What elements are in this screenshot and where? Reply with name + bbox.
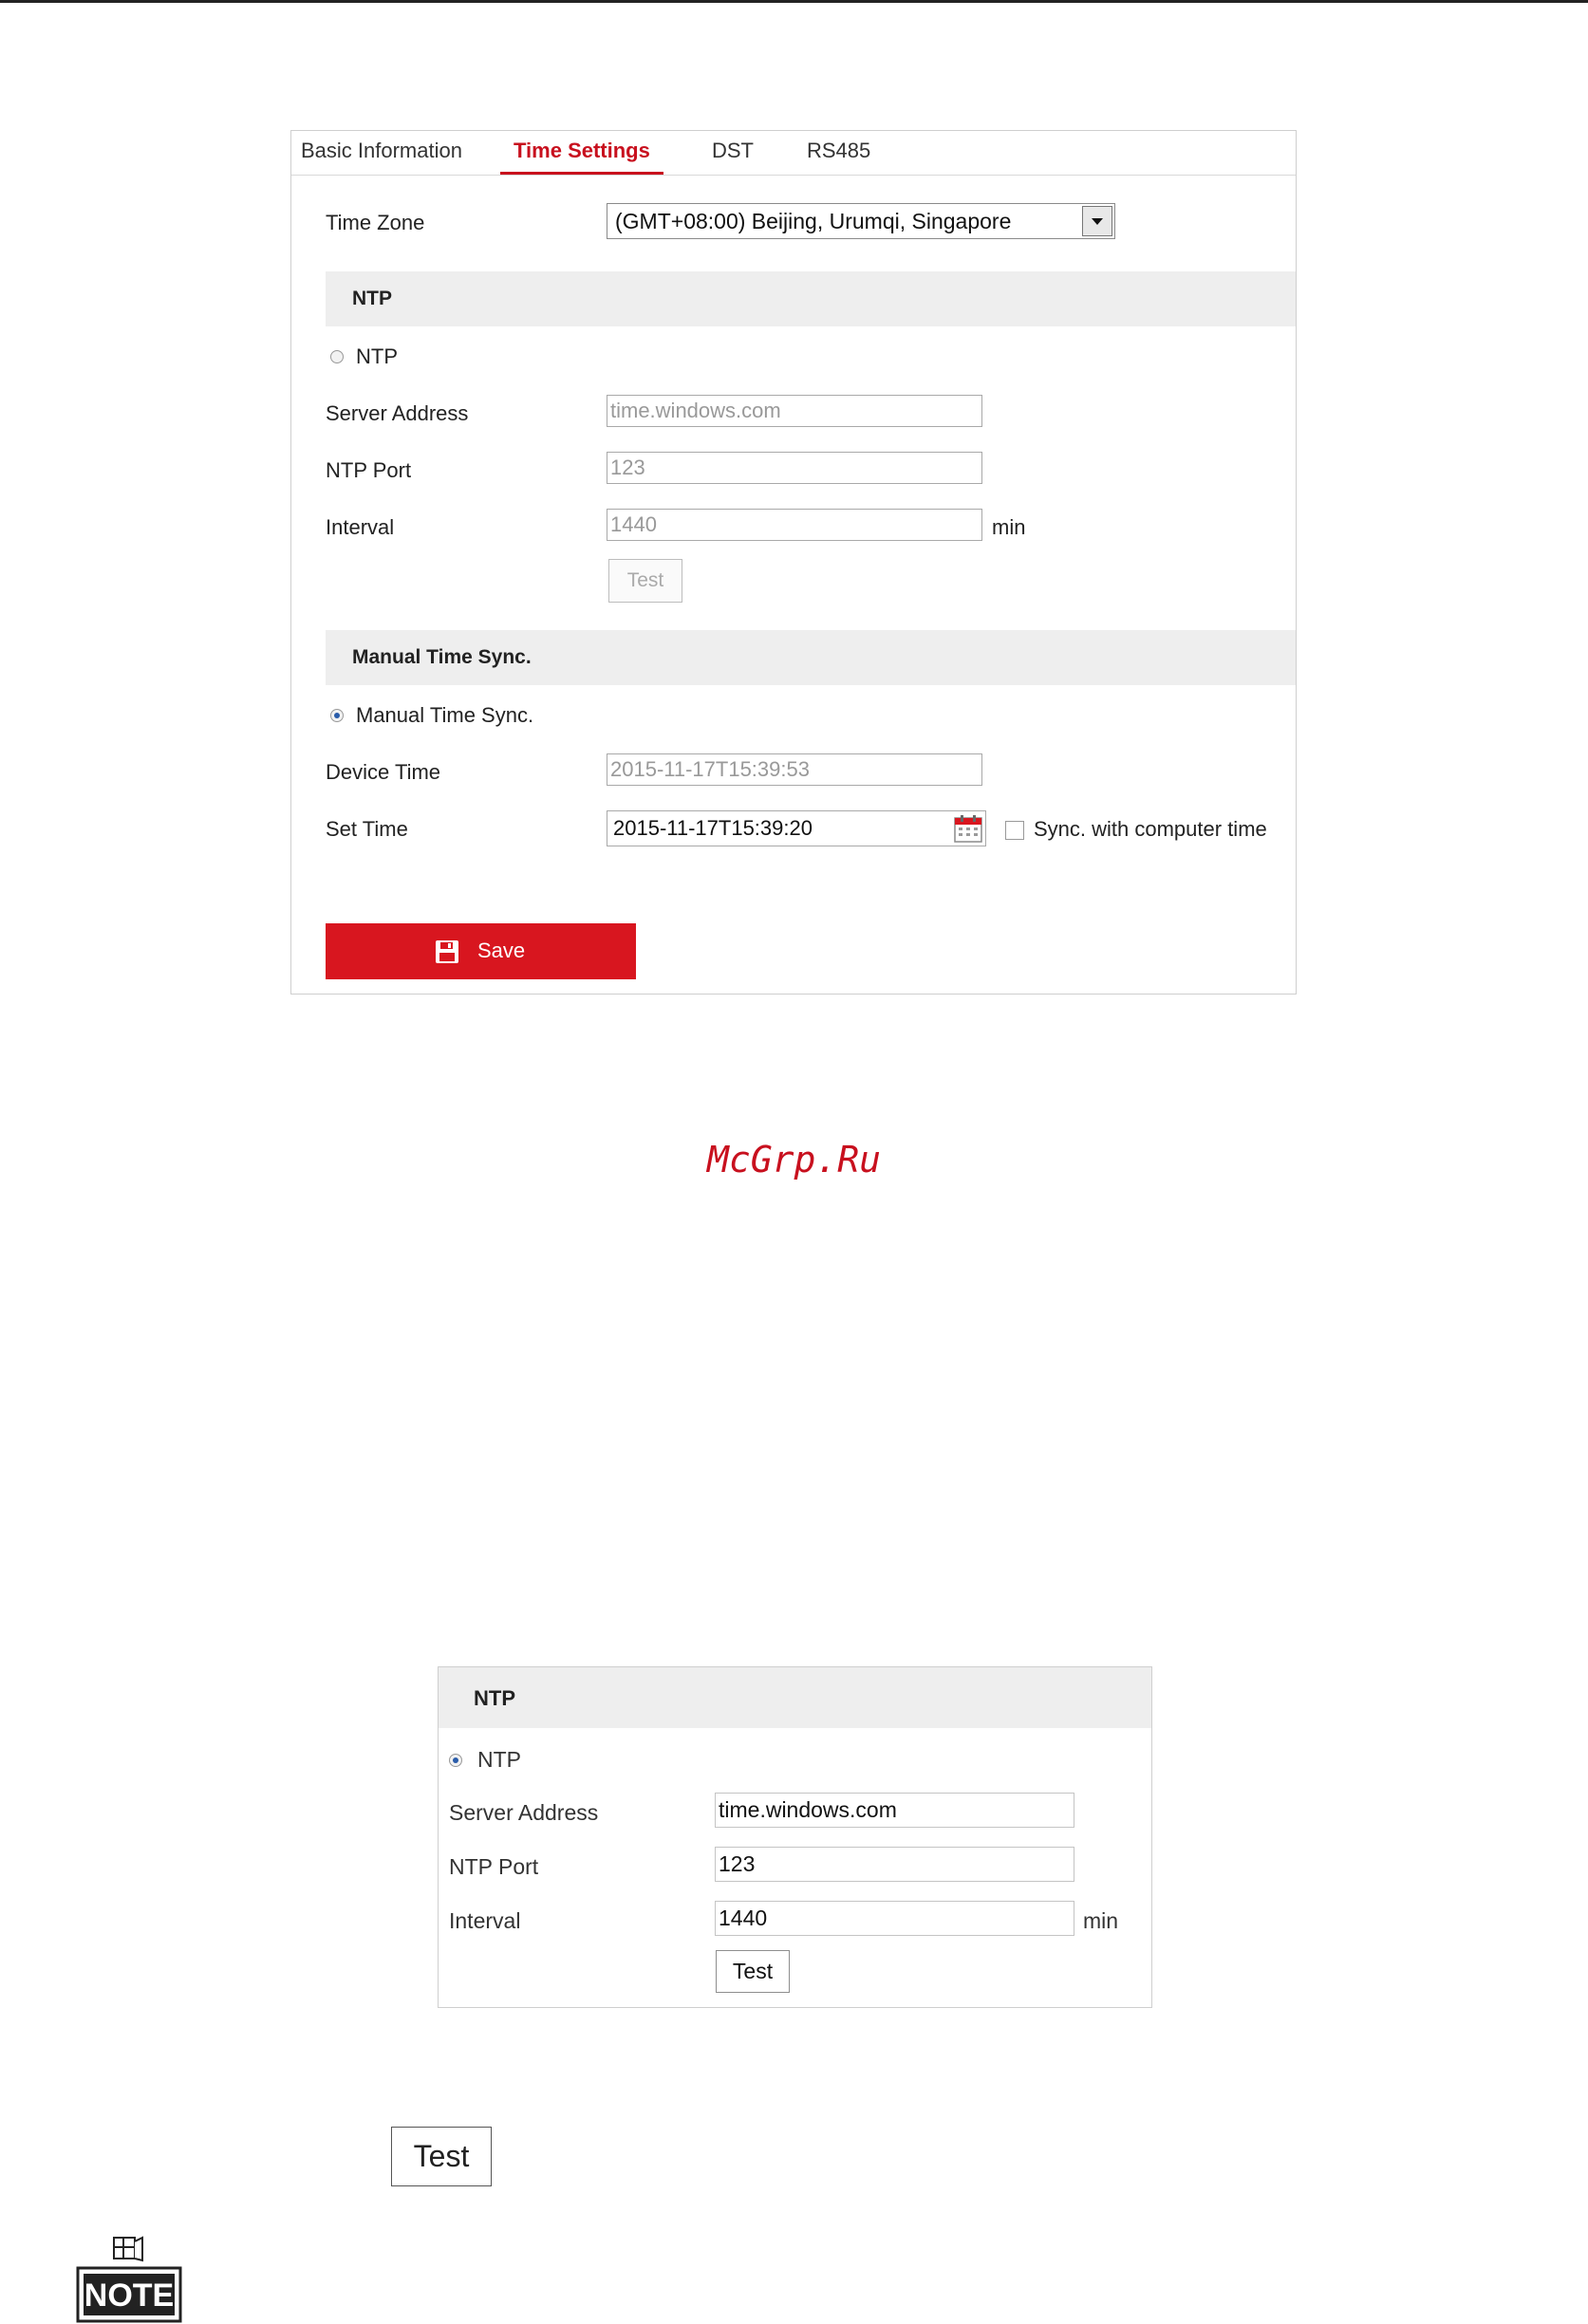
- save-button[interactable]: [326, 923, 636, 979]
- sync-computer-time-checkbox[interactable]: [1005, 821, 1024, 840]
- ntp-panel-server-address-input[interactable]: time.windows.com: [715, 1793, 1074, 1828]
- top-rule: [0, 0, 1588, 3]
- ntp-panel-header: [439, 1667, 1151, 1728]
- watermark: McGrp.Ru: [706, 1139, 882, 1181]
- test-button[interactable]: Test: [608, 559, 682, 603]
- ntp-panel-interval-unit: min: [1083, 1908, 1119, 1933]
- tab-dst[interactable]: DST: [712, 139, 754, 162]
- server-address-label: Server Address: [326, 401, 469, 425]
- manual-sync-section-title: Manual Time Sync.: [352, 646, 532, 668]
- ntp-panel-interval-label: Interval: [449, 1908, 521, 1933]
- ntp-panel: [438, 1666, 1152, 2008]
- interval-unit: min: [992, 515, 1026, 539]
- server-address-input[interactable]: time.windows.com: [607, 395, 982, 427]
- ntp-section-header: [326, 271, 1296, 326]
- manual-sync-section-header: [326, 630, 1296, 685]
- ntp-section-title: NTP: [352, 288, 392, 309]
- ntp-panel-test-button[interactable]: Test: [716, 1950, 790, 1993]
- ntp-panel-server-address-label: Server Address: [449, 1800, 599, 1825]
- ntp-panel-title: NTP: [474, 1686, 515, 1710]
- tab-time-settings[interactable]: Time Settings: [500, 131, 663, 175]
- time-zone-select[interactable]: [607, 203, 1115, 239]
- manual-sync-radio[interactable]: [330, 709, 344, 722]
- tab-rs485[interactable]: RS485: [807, 139, 871, 162]
- interval-label: Interval: [326, 515, 395, 539]
- ntp-panel-radio-label: NTP: [477, 1747, 521, 1772]
- test-button-illustration[interactable]: Test: [391, 2127, 492, 2186]
- ntp-radio-label: NTP: [356, 344, 398, 368]
- time-settings-panel: [290, 130, 1297, 995]
- ntp-radio[interactable]: [330, 350, 344, 363]
- calendar-icon[interactable]: [952, 812, 984, 845]
- set-time-label: Set Time: [326, 817, 408, 841]
- note-label: NOTE: [84, 2278, 175, 2314]
- set-time-input[interactable]: 2015-11-17T15:39:20: [607, 810, 986, 846]
- ntp-port-input[interactable]: 123: [607, 452, 982, 484]
- tab-basic-information[interactable]: Basic Information: [301, 139, 462, 162]
- time-zone-value: (GMT+08:00) Beijing, Urumqi, Singapore: [615, 209, 1012, 233]
- ntp-port-label: NTP Port: [326, 458, 412, 482]
- ntp-panel-radio[interactable]: [449, 1754, 462, 1767]
- chevron-down-icon[interactable]: [1082, 206, 1112, 236]
- manual-sync-radio-label: Manual Time Sync.: [356, 703, 534, 727]
- ntp-panel-interval-input[interactable]: 1440: [715, 1901, 1074, 1936]
- tab-bar: [291, 131, 1296, 176]
- interval-input[interactable]: 1440: [607, 509, 982, 541]
- device-time-input: 2015-11-17T15:39:53: [607, 753, 982, 786]
- save-label: Save: [477, 939, 526, 962]
- ntp-panel-port-input[interactable]: 123: [715, 1847, 1074, 1882]
- sync-computer-time-label: Sync. with computer time: [1034, 817, 1267, 841]
- time-zone-label: Time Zone: [326, 211, 425, 234]
- floppy-disk-icon: [434, 939, 460, 965]
- note-icon: [76, 2234, 182, 2324]
- ntp-panel-port-label: NTP Port: [449, 1854, 539, 1879]
- device-time-label: Device Time: [326, 760, 441, 784]
